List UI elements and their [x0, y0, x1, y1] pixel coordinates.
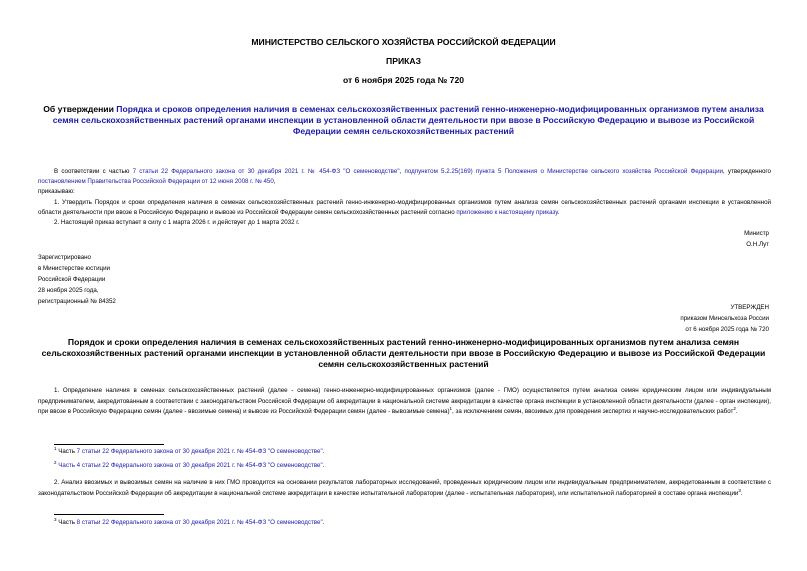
footnote-link[interactable]: 7 статьи 22 Федерального закона от 30 декабря 2021 г. № 454-ФЗ "О семеноводстве" — [76, 448, 323, 455]
preamble — [38, 167, 771, 187]
footnote-ref[interactable]: 2 — [733, 405, 736, 411]
body-paragraph-1 — [38, 386, 771, 418]
registration-line: Зарегистрировано — [38, 254, 91, 261]
preamble-text: В соответствии с частью — [54, 168, 133, 175]
preamble-text: , — [273, 178, 276, 185]
paragraph-text: , за исключением семян, ввозимых для проведения экспертиз и научно-исследовательских работ — [452, 408, 734, 415]
footnote-ref[interactable]: 1 — [449, 405, 453, 411]
footnote-number: 3 — [54, 516, 57, 522]
footnote-1 — [54, 445, 325, 455]
doc-type: ПРИКАЗ — [386, 56, 421, 66]
order-item-2: 2. Настоящий приказ вступает в силу с 1 марта 2026 г. и действует до 1 марта 2032 г. — [54, 219, 300, 226]
footnote-link[interactable]: Часть 4 статьи 22 Федерального закона от 30 декабря 2021 г. № 454-ФЗ "О семеноводстве" — [58, 462, 323, 469]
regulation-link[interactable]: подпунктом 5.2.25(169) пункта 5 Положения о Министерстве сельского хозяйства Российской Федерации — [404, 168, 723, 175]
registration-line: 28 ноября 2025 года, — [38, 287, 99, 294]
body-paragraph-2 — [38, 478, 771, 499]
item-text: 1. Утвердить Порядок и сроки определения наличия в семенах сельскохозяйственных растений генно-инженерно-модифицированных организмов путем анализа семян сельскохозяйственных растений органами инспекции в установленной области деятельности при ввозе в Российскую Федерацию и вывозе из Российской Федерации семян сельскохозяйственных растений согласно — [38, 199, 771, 216]
paragraph-text: . — [735, 408, 738, 415]
paragraph-text: 1. Определение наличия в семенах сельскохозяйственных растений (далее - семена) генно-инженерно-модифицированных организмов (далее - ГМО) осуществляется путем анализа семян юридическим лицом или индивидуальным предпринимателем, аккредитованным в соответствии с законодательством Российской Федерации об аккредитации в национальной системе аккредитации в качестве органа инспекции в установленной области деятельности (далее - орган инспекции), при ввозе в Российскую Федерацию семян (далее - ввозимые семена) и вывозе из Российской Федерации семян (далее - вывозимые семена) — [38, 387, 771, 415]
footnote-ref[interactable]: 3 — [738, 487, 741, 493]
paragraph-text: 2. Анализ ввозимых и вывозимых семян на наличие в них ГМО проводится на основании результатов лабораторных исследований, проведенных юридическим лицом или индивидуальным предпринимателем, аккредитованным в соответствии с законодательством Российской Федерации об аккредитации в национальной системе аккредитации в качестве испытательной лаборатории (далее - испытательная лаборатория), или испытательной лабораторией в составе органа инспекции — [38, 479, 771, 497]
footnote-divider — [54, 444, 164, 445]
footnote-number: 2 — [54, 459, 57, 465]
registration-number: регистрационный № 84352 — [38, 298, 116, 305]
footnote-3 — [54, 516, 325, 526]
footnote-text: . — [322, 462, 325, 469]
law-link[interactable]: 7 статьи 22 Федерального закона от 30 декабря 2021 г. № 454-ФЗ "О семеноводстве" — [132, 168, 400, 175]
footnote-text: . — [322, 519, 325, 526]
doc-date-number: от 6 ноября 2025 года № 720 — [342, 75, 465, 85]
title-prefix: Об утверждении — [43, 104, 117, 114]
order-item-1 — [38, 198, 771, 218]
signature-name: О.Н.Лут — [746, 241, 769, 248]
footnote-link[interactable]: 8 статьи 22 Федерального закона от 30 декабря 2021 г. № 454-ФЗ "О семеноводстве" — [76, 519, 323, 526]
footnote-divider — [54, 514, 164, 515]
ministry-name: МИНИСТЕРСТВО СЕЛЬСКОГО ХОЗЯЙСТВА РОССИЙСКОЙ ФЕДЕРАЦИИ — [251, 37, 556, 47]
appendix-title: Порядок и сроки определения наличия в семенах сельскохозяйственных растений генно-инженерно-модифицированных организмов путем анализа семян сельскохозяйственных растений органами инспекции в установленной области деятельности при ввозе в Российскую Федерацию и вывозе из Российской Федерации семян сельскохозяйственных растений — [41, 337, 766, 369]
footnote-text: Часть — [56, 448, 77, 455]
footnote-2 — [54, 459, 325, 469]
paragraph-text: . — [740, 489, 743, 497]
preamble-text: , — [399, 168, 405, 175]
preamble-text: , утвержденного — [722, 168, 771, 175]
registration-line: в Министерстве юстиции — [38, 265, 111, 272]
resolution-link[interactable]: постановлением Правительства Российской Федерации от 12 июня 2008 г. № 450 — [38, 178, 274, 185]
title-link[interactable]: Порядка и сроков определения наличия в семенах сельскохозяйственных растений генно-инженерно-модифицированных организмов путем анализа семян сельскохозяйственных растений органами инспекции в установленной области деятельности при ввозе в Российскую Федерацию и вывозе из Российской Федерации семян сельскохозяйственных растений — [52, 104, 764, 136]
registration-line: Российской Федерации — [38, 276, 106, 283]
approval-date: от 6 ноября 2025 года № 720 — [685, 326, 769, 333]
approval-stamp: УТВЕРЖДЕН — [730, 304, 769, 311]
signature-position: Министр — [744, 230, 769, 237]
footnote-text: Часть — [56, 519, 77, 526]
footnote-text: . — [322, 448, 325, 455]
footnote-number: 1 — [54, 445, 57, 451]
order-title — [40, 104, 767, 137]
appendix-link[interactable]: приложению к настоящему приказу — [456, 209, 558, 216]
approval-order: приказом Минсельхоза России — [680, 315, 769, 322]
item-text: . — [557, 209, 560, 216]
orders-word: приказываю: — [38, 188, 75, 195]
